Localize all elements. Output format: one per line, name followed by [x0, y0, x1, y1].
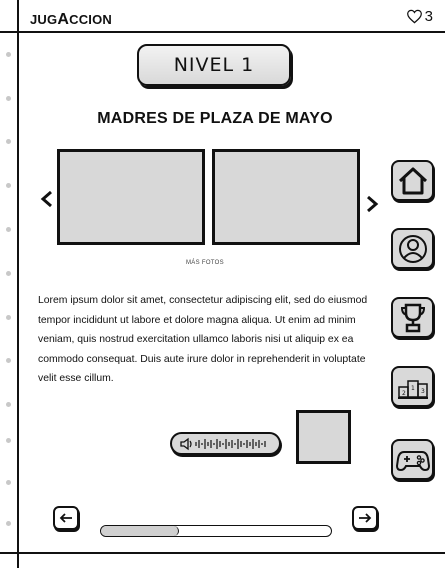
binder-hole — [6, 402, 11, 407]
svg-text:2: 2 — [401, 389, 406, 397]
level-button[interactable] — [137, 44, 291, 86]
ranking-button[interactable] — [391, 366, 434, 407]
brand-prefix: JUG — [30, 12, 58, 27]
binder-hole — [6, 480, 11, 485]
more-photos-link[interactable]: MÁS FOTOS — [186, 260, 224, 266]
user-icon — [398, 234, 428, 264]
heart-outline-icon — [406, 9, 423, 24]
binder-hole — [6, 227, 11, 232]
home-icon — [397, 166, 429, 196]
progress-fill — [101, 526, 179, 536]
audio-player[interactable] — [170, 432, 281, 455]
arrow-right-icon — [358, 512, 372, 524]
gamepad-icon — [396, 447, 430, 473]
binder-hole — [6, 358, 11, 363]
gallery-title: MADRES DE PLAZA DE MAYO — [97, 110, 333, 127]
binder-hole — [6, 52, 11, 57]
waveform — [196, 439, 265, 449]
gallery-photo-1[interactable] — [57, 149, 205, 245]
description-text: Lorem ipsum dolor sit amet, consectetur adipiscing elit, sed do eiusmod tempor incididunt ut labore et dolore magna aliqua. Ut enim ad minim veniam, quis nostrud exercitation ullamco laboris nisi ut aliquip ex ea commodo consequat. Duis aute irure dolor in reprehenderit in voluptate velit esse cillum. — [38, 295, 368, 385]
likes-count: 3 — [424, 8, 433, 25]
svg-text:3: 3 — [420, 387, 425, 395]
svg-text:1: 1 — [410, 384, 415, 392]
speaker-icon — [180, 437, 272, 451]
binder-hole — [6, 183, 11, 188]
binder-hole — [6, 271, 11, 276]
chevron-right-icon[interactable] — [365, 193, 379, 219]
likes-counter[interactable] — [406, 8, 433, 25]
header-divider — [0, 31, 445, 33]
gallery-photo-2[interactable] — [212, 149, 360, 245]
brand-suffix: CCION — [69, 12, 112, 27]
podium-icon — [396, 373, 430, 401]
binder-hole — [6, 139, 11, 144]
trophy-button[interactable] — [391, 297, 434, 338]
level-label: NIVEL 1 — [173, 54, 255, 76]
footer-divider — [0, 552, 445, 554]
home-button[interactable] — [391, 160, 434, 201]
binder-hole — [6, 315, 11, 320]
binder-hole — [6, 521, 11, 526]
next-page-button[interactable] — [352, 506, 378, 530]
chevron-left-icon[interactable] — [40, 188, 54, 214]
binder-hole — [6, 438, 11, 443]
arrow-left-icon — [59, 512, 73, 524]
games-button[interactable] — [391, 439, 434, 480]
profile-button[interactable] — [391, 228, 434, 269]
thumbnail-image[interactable] — [296, 410, 351, 464]
binder-hole — [6, 96, 11, 101]
brand-initial: A — [57, 11, 70, 28]
trophy-icon — [399, 302, 427, 334]
margin-line — [17, 0, 19, 568]
brand-logo[interactable] — [30, 11, 112, 29]
previous-page-button[interactable] — [53, 506, 79, 530]
reading-progress-bar — [100, 525, 332, 537]
